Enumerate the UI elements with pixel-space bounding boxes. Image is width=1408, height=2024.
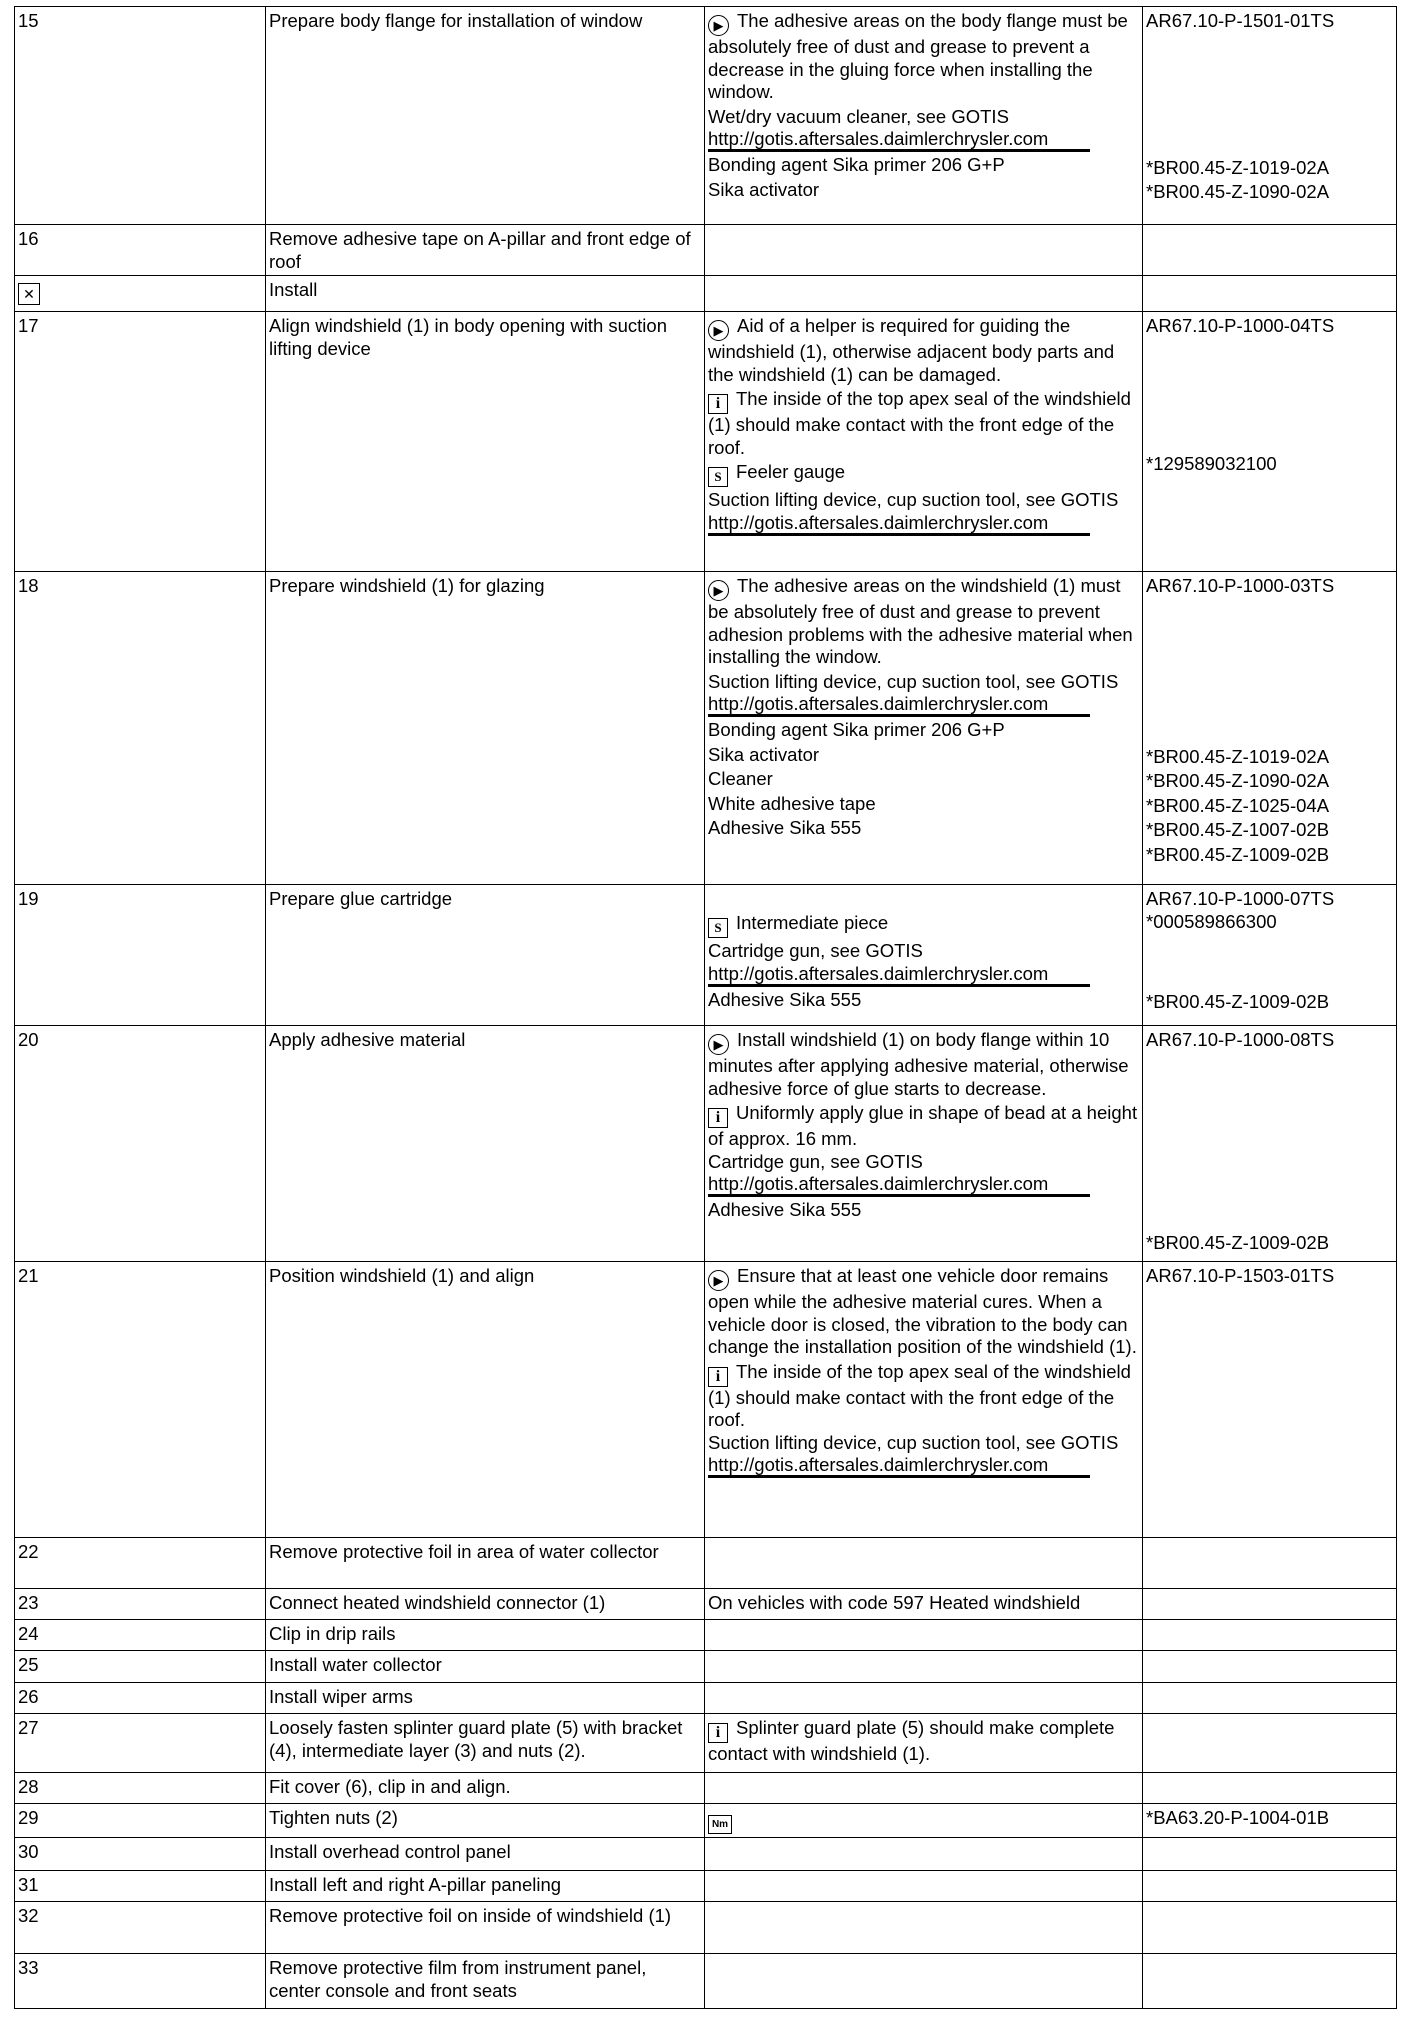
table-row: [15, 1838, 1397, 1871]
step-number: 19: [15, 885, 266, 1026]
install-icon: ✕: [18, 283, 40, 305]
material-item: Adhesive Sika 555: [708, 817, 862, 838]
step-number: 15: [15, 7, 266, 225]
step-action: Install wiper arms: [266, 1683, 705, 1714]
step-number: 30: [15, 1838, 266, 1871]
part-reference: *BR00.45-Z-1090-02A: [1146, 770, 1330, 791]
step-action: Install left and right A-pillar paneling: [266, 1871, 705, 1902]
part-reference: *BR00.45-Z-1019-02A: [1146, 156, 1330, 178]
step-action: Position windshield (1) and align: [266, 1262, 705, 1538]
gotis-link[interactable]: http://gotis.aftersales.daimlerchrysler.com: [708, 1173, 1090, 1197]
step-action: Clip in drip rails: [266, 1620, 705, 1651]
table-row: [15, 1714, 1397, 1773]
table-row: [15, 7, 1397, 225]
step-notes: [705, 7, 1143, 225]
step-number: 32: [15, 1902, 266, 1954]
document-reference[interactable]: *BA63.20-P-1004-01B: [1143, 1804, 1397, 1838]
step-number: 25: [15, 1651, 266, 1683]
step-notes: S Intermediate piece Cartridge gun, see GOTIS http://gotis.aftersales.daimlerchrysler.com Adhesive Sika 555: [705, 885, 1143, 1026]
gotis-link[interactable]: http://gotis.aftersales.daimlerchrysler.com: [708, 963, 1090, 987]
step-number: 26: [15, 1683, 266, 1714]
step-number: 23: [15, 1589, 266, 1620]
part-reference: *BR00.45-Z-1019-02A: [1146, 745, 1330, 767]
table-row: [15, 885, 1397, 1026]
step-number: 31: [15, 1871, 266, 1902]
part-reference: *BR00.45-Z-1009-02B: [1146, 843, 1330, 865]
table-row: [15, 1804, 1397, 1838]
step-references: [1143, 572, 1397, 885]
step-action: Remove adhesive tape on A-pillar and front edge of roof: [266, 225, 705, 276]
special-tool-reference: *000589866300: [1146, 910, 1277, 932]
step-action: Connect heated windshield connector (1): [266, 1589, 705, 1620]
table-row: [15, 276, 1397, 312]
step-notes: ▶ The adhesive areas on the windshield (1) must be absolutely free of dust and grease to prevent adhesion problems with the adhesive material when installing the window. Suction lifting device, cup suction tool, see GOTIS http://gotis.aftersales.daimlerchrysler.com Bonding agent Sika primer 206 G+P Sika activator Cleaner White adhesive tape Adhesive Sika 555: [705, 572, 1143, 885]
step-action: Apply adhesive material: [266, 1026, 705, 1262]
tool-text: Cartridge gun, see GOTIS: [708, 1150, 923, 1172]
note-icon: ▶: [708, 1034, 729, 1055]
table-row: [15, 312, 1397, 572]
step-number: 24: [15, 1620, 266, 1651]
step-number: 21: [15, 1262, 266, 1538]
step-notes: i Splinter guard plate (5) should make complete contact with windshield (1).: [705, 1714, 1143, 1773]
table-row: [15, 1683, 1397, 1714]
material-item: Adhesive Sika 555: [708, 988, 862, 1010]
part-reference: *BR00.45-Z-1025-04A: [1146, 794, 1330, 816]
table-row: [15, 1902, 1397, 1954]
step-references: [1143, 1262, 1397, 1538]
document-reference[interactable]: AR67.10-P-1000-04TS: [1146, 315, 1335, 336]
material-item: Cleaner: [708, 768, 773, 789]
tool-text: Wet/dry vacuum cleaner, see GOTIS: [708, 105, 1009, 127]
procedure-table-wrapper: [14, 6, 1396, 2009]
step-references: [1143, 312, 1397, 572]
step-action: Remove protective foil in area of water collector: [266, 1538, 705, 1589]
step-number: 29: [15, 1804, 266, 1838]
document-reference[interactable]: AR67.10-P-1000-03TS: [1146, 575, 1335, 596]
table-row: [15, 1651, 1397, 1683]
step-action: Install water collector: [266, 1651, 705, 1683]
table-row: [15, 1538, 1397, 1589]
step-action: Prepare glue cartridge: [266, 885, 705, 1026]
material-item: Adhesive Sika 555: [708, 1199, 862, 1220]
document-reference[interactable]: AR67.10-P-1000-08TS: [1146, 1029, 1335, 1050]
material-item: Sika activator: [708, 178, 820, 200]
material-item: Bonding agent Sika primer 206 G+P: [708, 719, 1005, 740]
torque-icon: Nm: [708, 1815, 732, 1834]
tool-text: Suction lifting device, cup suction tool, see GOTIS: [708, 670, 1119, 692]
table-row: [15, 1954, 1397, 2009]
table-row: [15, 225, 1397, 276]
table-row: [15, 572, 1397, 885]
step-notes: ▶ Ensure that at least one vehicle door remains open while the adhesive material cures. When a vehicle door is closed, the vibration to the body can change the installation position of the windshield (1). i The inside of the top apex seal of the windshield (1) should make contact with the front edge of the roof. Suction lifting device, cup suction tool, see GOTIS http://gotis.aftersales.daimlerchrysler.com: [705, 1262, 1143, 1538]
gotis-link[interactable]: http://gotis.aftersales.daimlerchrysler.com: [708, 512, 1090, 536]
part-reference: *BR00.45-Z-1009-02B: [1146, 991, 1330, 1012]
gotis-link[interactable]: http://gotis.aftersales.daimlerchrysler.com: [708, 128, 1090, 152]
document-reference[interactable]: AR67.10-P-1000-07TS: [1146, 888, 1335, 909]
step-action: Fit cover (6), clip in and align.: [266, 1773, 705, 1804]
step-action: Remove protective film from instrument panel, center console and front seats: [266, 1954, 705, 2009]
document-reference[interactable]: AR67.10-P-1501-01TS: [1146, 10, 1335, 31]
info-icon: i: [708, 1108, 728, 1128]
step-action: Tighten nuts (2): [266, 1804, 705, 1838]
note-icon: ▶: [708, 1270, 729, 1291]
step-number: 17: [15, 312, 266, 572]
table-row: [15, 1026, 1397, 1262]
section-heading: Install: [266, 276, 705, 312]
step-number: 16: [15, 225, 266, 276]
info-icon: i: [708, 1723, 728, 1743]
gotis-link[interactable]: http://gotis.aftersales.daimlerchrysler.com: [708, 1454, 1090, 1478]
step-action: Install overhead control panel: [266, 1838, 705, 1871]
step-notes: ▶ Install windshield (1) on body flange within 10 minutes after applying adhesive material, otherwise adhesive force of glue starts to decrease. i Uniformly apply glue in shape of bead at a height of approx. 16 mm. Cartridge gun, see GOTIS http://gotis.aftersales.daimlerchrysler.com Adhesive Sika 555: [705, 1026, 1143, 1262]
table-row: [15, 1262, 1397, 1538]
step-number: 33: [15, 1954, 266, 2009]
special-tool-icon: S: [708, 467, 728, 487]
note-icon: ▶: [708, 580, 729, 601]
step-notes: ▶ Aid of a helper is required for guiding the windshield (1), otherwise adjacent body parts and the windshield (1) can be damaged. i The inside of the top apex seal of the windshield (1) should make contact with the front edge of the roof. S Feeler gauge Suction lifting device, cup suction tool, see GOTIS http://gotis.aftersales.daimlerchrysler.com: [705, 312, 1143, 572]
tool-text: Suction lifting device, cup suction tool, see GOTIS: [708, 1431, 1119, 1453]
special-tool-reference: *129589032100: [1146, 452, 1277, 474]
part-reference: *BR00.45-Z-1090-02A: [1146, 181, 1330, 202]
step-action: Align windshield (1) in body opening with suction lifting device: [266, 312, 705, 572]
step-action: Remove protective foil on inside of windshield (1): [266, 1902, 705, 1954]
step-action: Prepare body flange for installation of window: [266, 7, 705, 225]
info-icon: i: [708, 1367, 728, 1387]
note-icon: ▶: [708, 15, 729, 36]
info-icon: i: [708, 394, 728, 414]
tool-text: Cartridge gun, see GOTIS: [708, 940, 923, 961]
step-number: 20: [15, 1026, 266, 1262]
step-references: [1143, 885, 1397, 1026]
step-action: Loosely fasten splinter guard plate (5) with bracket (4), intermediate layer (3) and nuts (2).: [266, 1714, 705, 1773]
step-references: [1143, 7, 1397, 225]
material-item: Sika activator: [708, 743, 820, 765]
tool-text: Suction lifting device, cup suction tool, see GOTIS: [708, 489, 1119, 510]
procedure-table: [14, 6, 1397, 2009]
table-row: [15, 1773, 1397, 1804]
table-row: [15, 1871, 1397, 1902]
step-action: Prepare windshield (1) for glazing: [266, 572, 705, 885]
step-number: 18: [15, 572, 266, 885]
note-block: ▶ The adhesive areas on the body flange must be absolutely free of dust and grease to prevent a decrease in the gluing force when installing the window.: [708, 10, 1128, 102]
material-item: White adhesive tape: [708, 792, 876, 814]
part-reference: *BR00.45-Z-1007-02B: [1146, 819, 1330, 840]
table-row: [15, 1589, 1397, 1620]
material-item: Bonding agent Sika primer 206 G+P: [708, 154, 1005, 175]
table-row: [15, 1620, 1397, 1651]
note-icon: ▶: [708, 320, 729, 341]
part-reference: *BR00.45-Z-1009-02B: [1146, 1231, 1330, 1253]
step-references: [1143, 1026, 1397, 1262]
step-notes: On vehicles with code 597 Heated windshield: [705, 1589, 1143, 1620]
special-tool-icon: S: [708, 918, 728, 938]
step-number: 27: [15, 1714, 266, 1773]
document-reference[interactable]: AR67.10-P-1503-01TS: [1146, 1265, 1335, 1286]
step-number: 28: [15, 1773, 266, 1804]
step-number: 22: [15, 1538, 266, 1589]
gotis-link[interactable]: http://gotis.aftersales.daimlerchrysler.com: [708, 693, 1090, 717]
